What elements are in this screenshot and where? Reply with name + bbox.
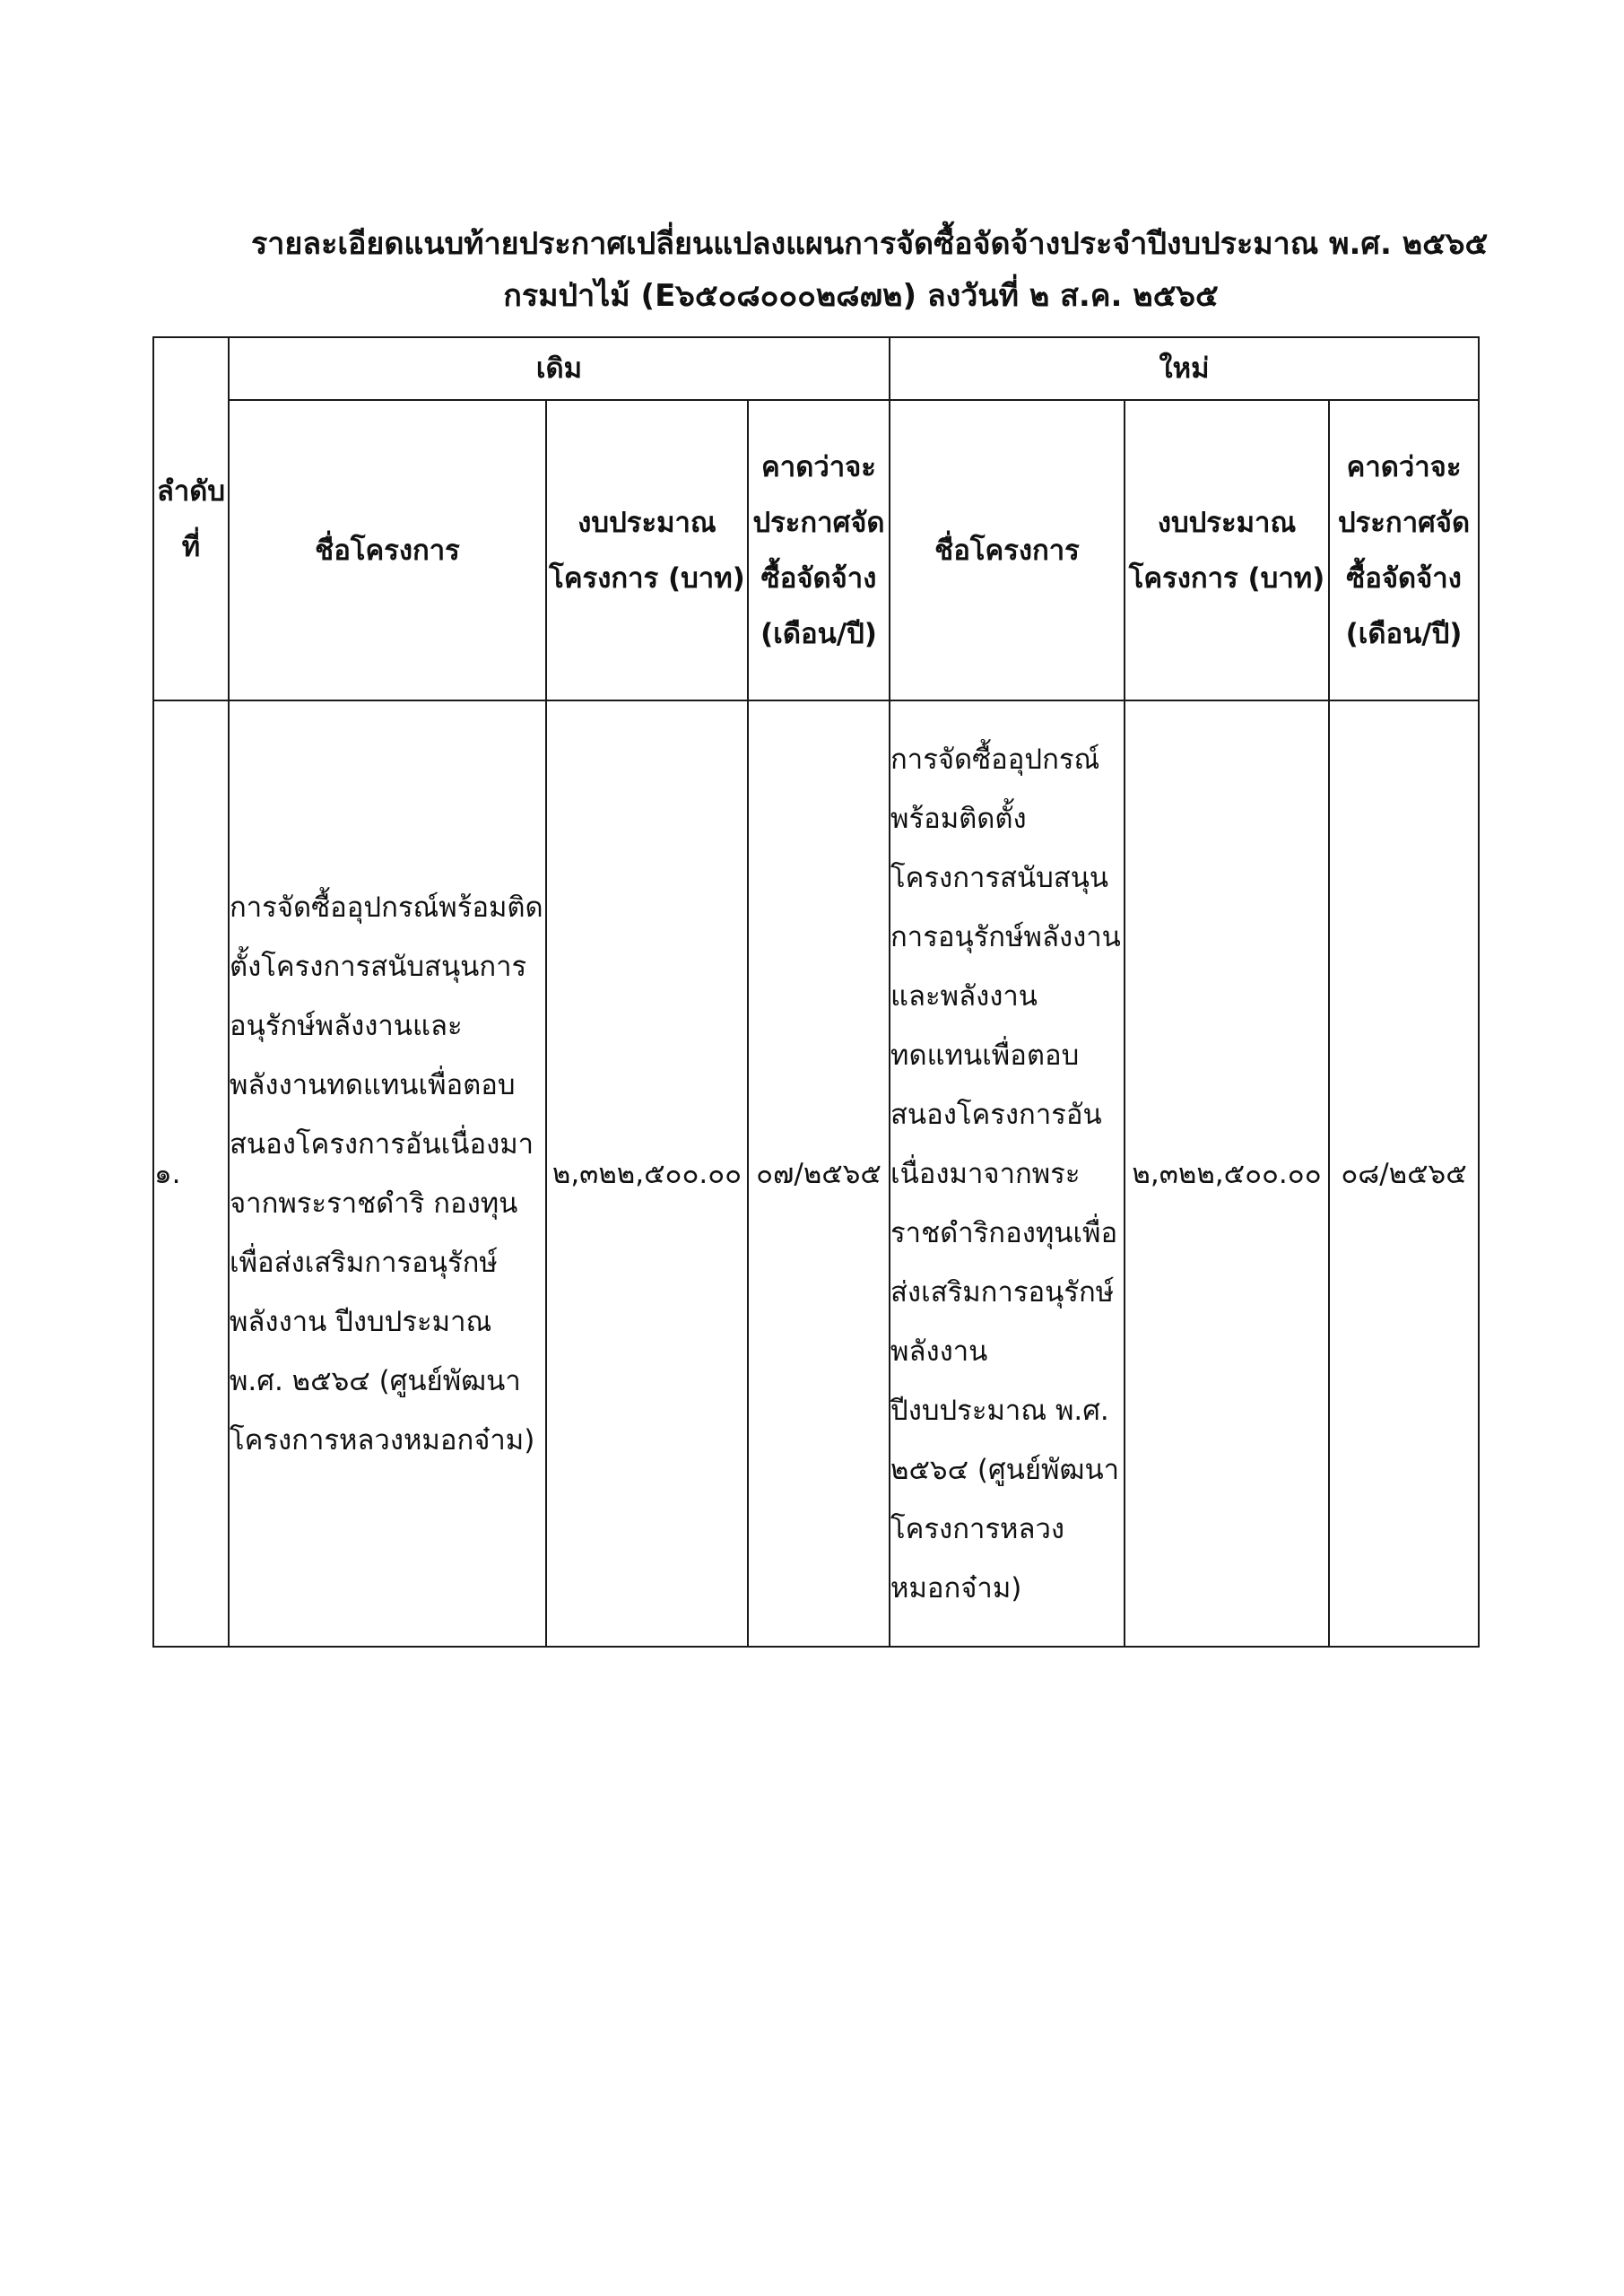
cell-original-project-name: การจัดซื้ออุปกรณ์พร้อมติดตั้งโครงการสนับสนุนการอนุรักษ์พลังงานและพลังงานทดแทนเพื่อตอบสนองโครงการอันเนื่องมาจากพระราชดำริ กองทุนเพื่อส่งเสริมการอนุรักษ์พลังงาน ปีงบประมาณ พ.ศ. ๒๕๖๔ (ศูนย์พัฒนาโครงการหลวงหมอกจ๋าม) (229, 700, 546, 1647)
cell-sequence: ๑. (153, 700, 229, 1647)
table-row (153, 700, 1479, 1647)
cell-new-expected: ๐๘/๒๕๖๕ (1329, 700, 1479, 1647)
cell-new-project-name: การจัดซื้ออุปกรณ์พร้อมติดตั้งโครงการสนับสนุนการอนุรักษ์พลังงานและพลังงานทดแทนเพื่อตอบสนองโครงการอันเนื่องมาจากพระราชดำริกองทุนเพื่อส่งเสริมการอนุรักษ์พลังงาน ปีงบประมาณ พ.ศ. ๒๕๖๔ (ศูนย์พัฒนาโครงการหลวงหมอกจ๋าม) (890, 700, 1125, 1647)
header-new-project-name: ชื่อโครงการ (890, 400, 1125, 700)
header-sequence: ลำดับที่ (153, 337, 229, 700)
cell-new-budget: ๒,๓๒๒,๕๐๐.๐๐ (1125, 700, 1329, 1647)
cell-original-expected: ๐๗/๒๕๖๕ (748, 700, 890, 1647)
header-original-project-name: ชื่อโครงการ (229, 400, 546, 700)
header-original-budget: งบประมาณโครงการ (บาท) (546, 400, 748, 700)
header-new-budget: งบประมาณโครงการ (บาท) (1125, 400, 1329, 700)
header-group-new: ใหม่ (890, 337, 1479, 400)
document-subtitle: กรมป่าไม้ (E๖๕๐๘๐๐๐๒๘๗๒) ลงวันที่ ๒ ส.ค. ๒๕๖๕ (503, 278, 1219, 314)
document-title: รายละเอียดแนบท้ายประกาศเปลี่ยนแปลงแผนการจัดซื้อจัดจ้างประจำปีงบประมาณ พ.ศ. ๒๕๖๕ (251, 226, 1489, 262)
header-group-original: เดิม (229, 337, 890, 400)
cell-original-budget: ๒,๓๒๒,๕๐๐.๐๐ (546, 700, 748, 1647)
header-new-expected: คาดว่าจะประกาศจัดซื้อจัดจ้าง (เดือน/ปี) (1329, 400, 1479, 700)
procurement-plan-table (152, 336, 1480, 1648)
header-original-expected: คาดว่าจะประกาศจัดซื้อจัดจ้าง (เดือน/ปี) (748, 400, 890, 700)
